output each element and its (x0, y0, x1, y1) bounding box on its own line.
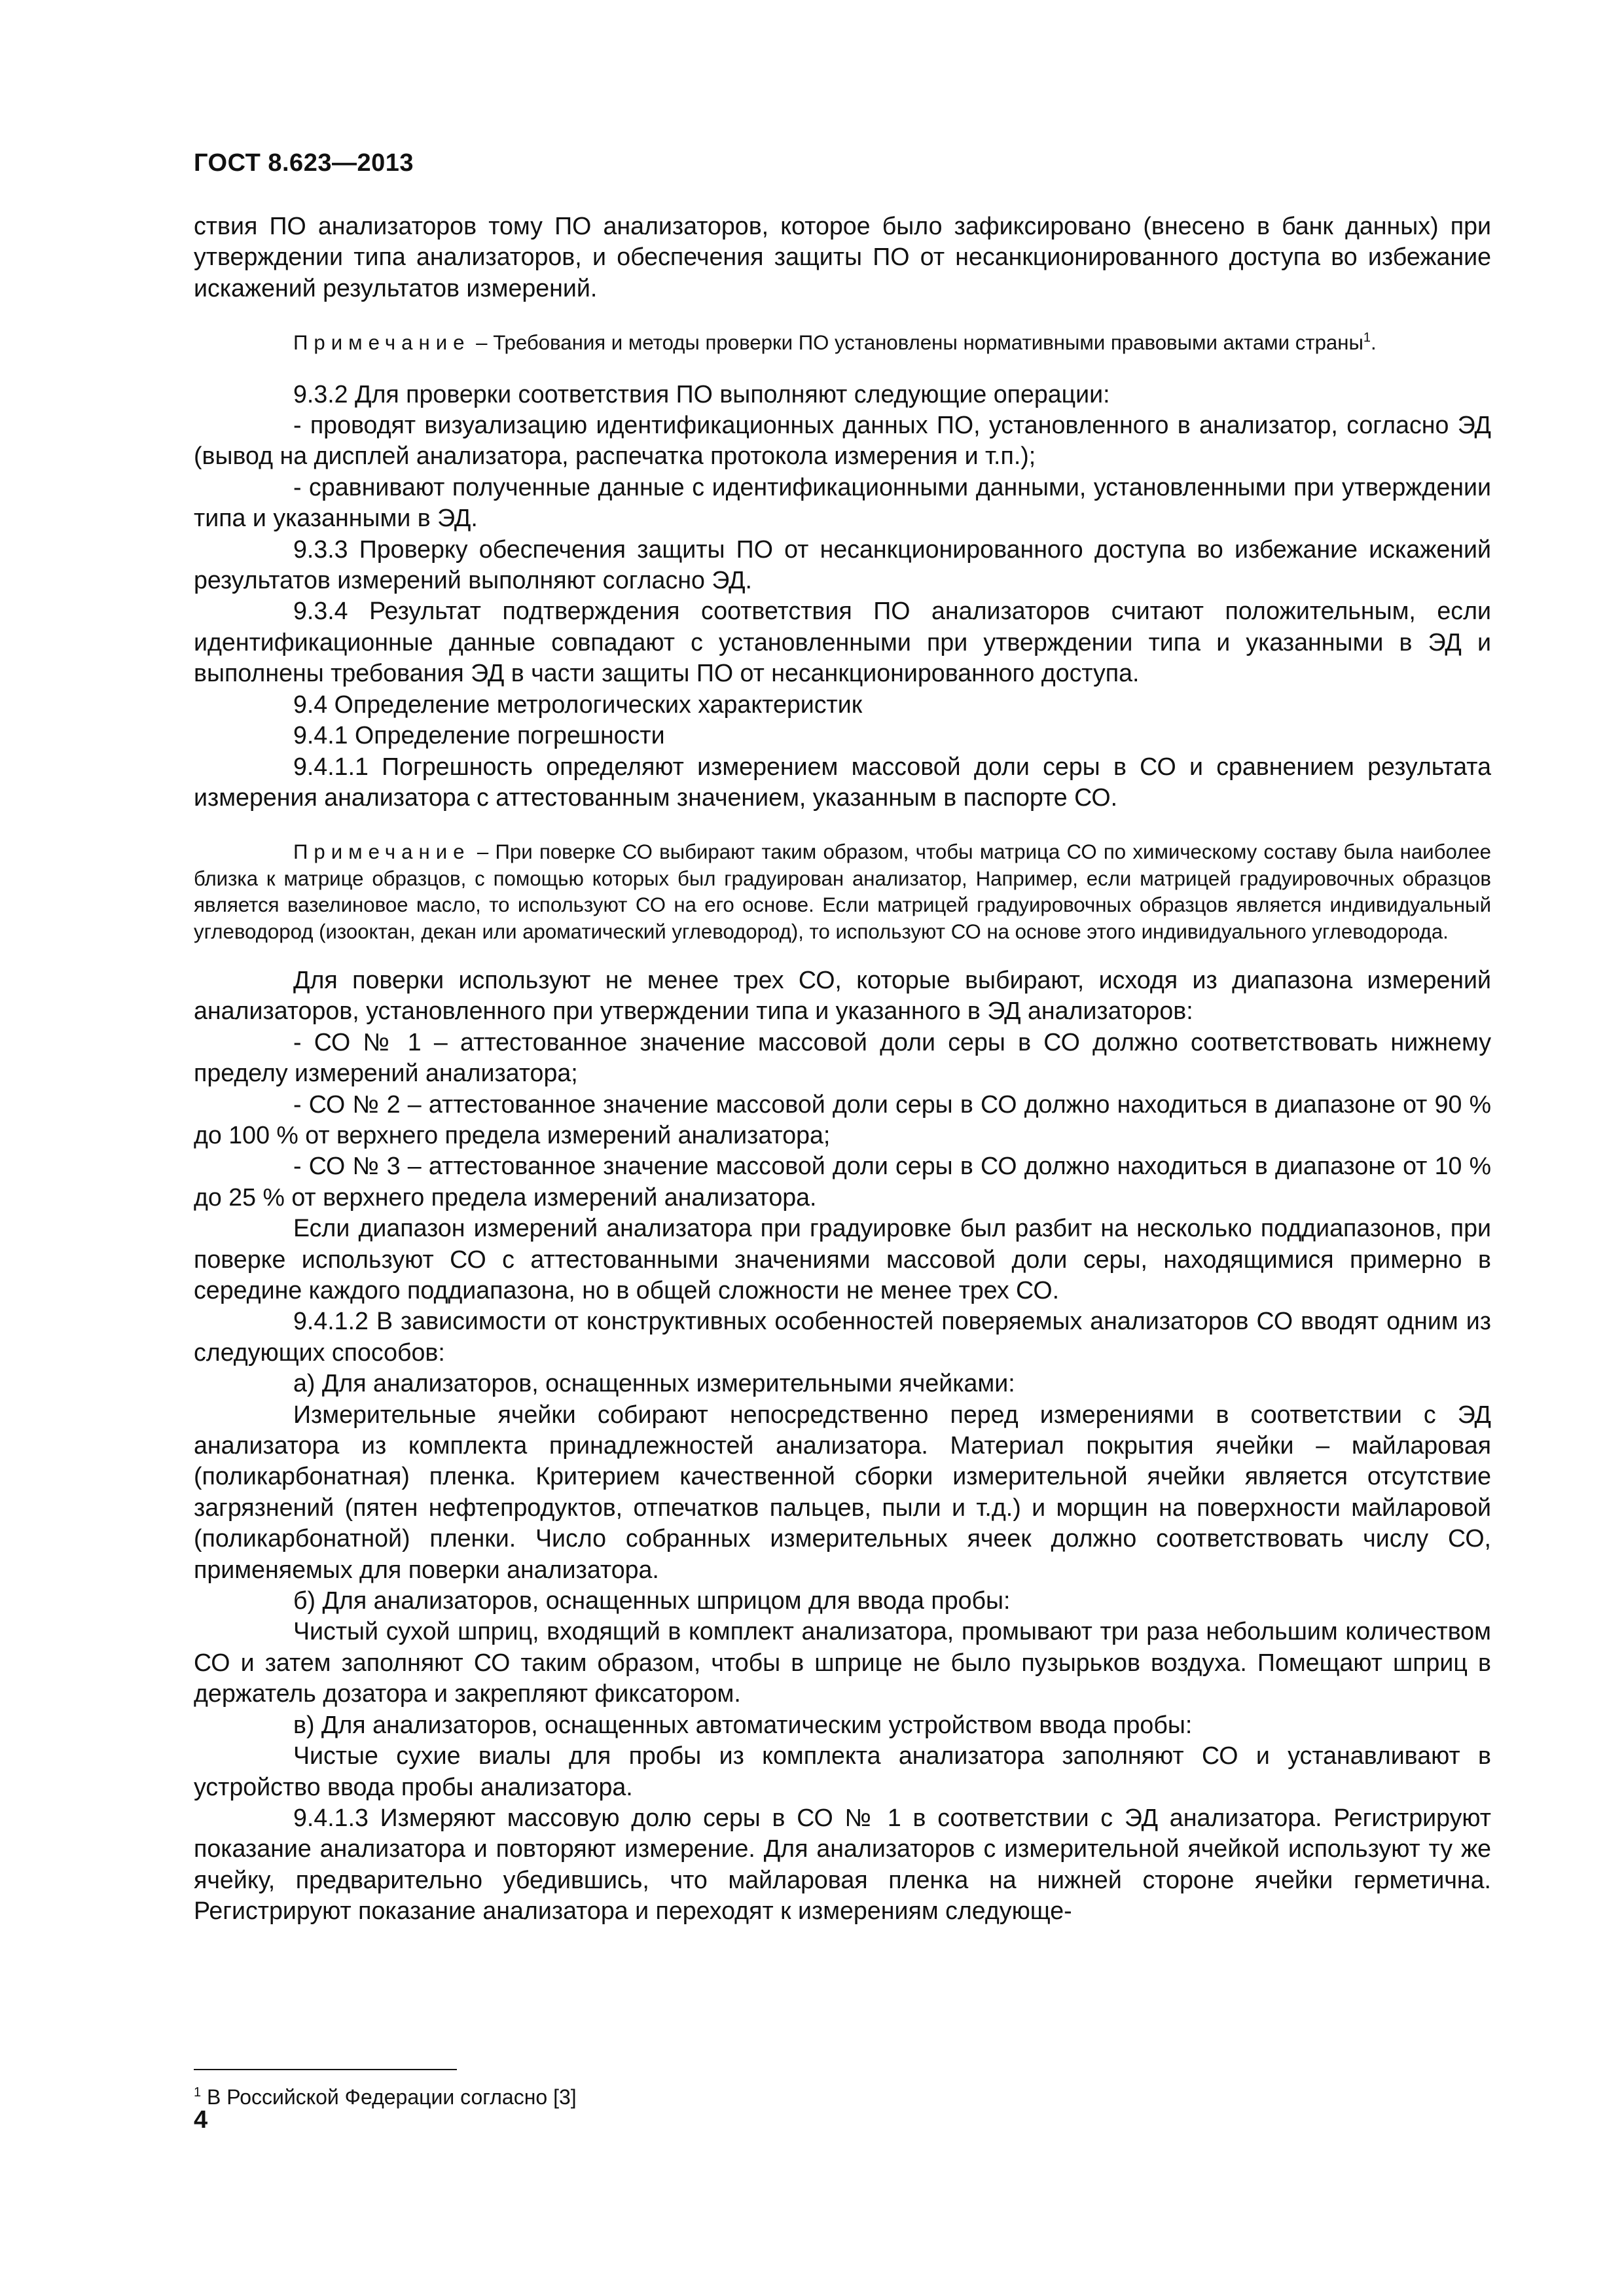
clause-9-4-1-3: 9.4.1.3 Измеряют массовую долю серы в СО № 1 в соответствии с ЭД анализатора. Регистрируют показание анализатора и повторяют измерение. Для анализаторов с измерительной ячейкой используют ту же ячейку, предварительно убедившись, что майларовая пленка на нижней стороне ячейки герметична. Регистрируют показание анализатора и переходят к измерениям следующе- (194, 1803, 1491, 1925)
clause-9-4-1-1: 9.4.1.1 Погрешность определяют измерением массовой доли серы в СО и сравнением результата измерения анализатора с аттестованным значением, указанным в паспорте СО. (194, 752, 1491, 811)
list-item: - сравнивают полученные данные с идентификационными данными, установленными при утверждении типа и указанными в ЭД. (194, 473, 1491, 532)
note-1 (194, 330, 1491, 356)
footnote-ref: 1 (1363, 331, 1371, 346)
clause-9-4-1: 9.4.1 Определение погрешности (293, 721, 665, 749)
note-end: . (1371, 331, 1377, 355)
list-item: - проводят визуализацию идентификационных данных ПО, установленного в анализатор, согласно ЭД (вывод на дисплей анализатора, распечатка протокола измерения и т.п.); (194, 411, 1491, 470)
note-text: – При поверке СО выбирают таким образом, чтобы матрица СО по химическому составу была наиболее близка к матрице образцов, с помощью которых был градуирован анализатор, Например, если матрицей градуировочных образцов является вазелиновое масло, то используют СО на его основе. Если матрицей градуировочных образцов является индивидуальный углеводород (изооктан, декан или ароматический углеводород), то используют СО на основе этого индивидуального углеводорода. (194, 840, 1491, 943)
clause-9-3-2: 9.3.2 Для проверки соответствия ПО выполняют следующие операции: (293, 380, 1110, 408)
item-a-text: Измерительные ячейки собирают непосредственно перед измерениями в соответствии с ЭД анализатора из комплекта принадлежностей анализатора. Материал покрытия ячейки – майларовая (поликарбонатная) пленка. Критерием качественной сборки измерительной ячейки является отсутствие загрязнений (пятен нефтепродуктов, отпечатков пальцев, пыли и т.д.) и морщин на поверхности майларовой (поликарбонатной) пленки. Число собранных измерительных ячеек должно соответствовать числу СО, применяемых для поверки анализатора. (194, 1400, 1491, 1583)
paragraph-verification: Для поверки используют не менее трех СО, которые выбирают, исходя из диапазона измерений анализаторов, установленного при утверждении типа и указанного в ЭД анализаторов: (194, 965, 1491, 1025)
item-a: а) Для анализаторов, оснащенных измерительными ячейками: (293, 1369, 1015, 1397)
list-item: - СО № 1 – аттестованное значение массовой доли серы в СО должно соответствовать нижнему пределу измерений анализатора; (194, 1028, 1491, 1087)
list-item: - СО № 3 – аттестованное значение массовой доли серы в СО должно находиться в диапазоне от 10 % до 25 % от верхнего предела измерений анализатора. (194, 1152, 1491, 1211)
clause-9-4: 9.4 Определение метрологических характеристик (293, 690, 863, 718)
paragraph-continuation: ствия ПО анализаторов тому ПО анализаторов, которое было зафиксировано (внесено в банк данных) при утверждении типа анализаторов, и обеспечения защиты ПО от несанкционированного доступа во избежание искажений результатов измерений. (194, 212, 1491, 302)
item-v: в) Для анализаторов, оснащенных автоматическим устройством ввода пробы: (293, 1710, 1193, 1738)
paragraph-range: Если диапазон измерений анализатора при градуировке был разбит на несколько поддиапазонов, при поверке используют СО с аттестованными значениями массовой доли серы, находящимися примерно в середине каждого поддиапазона, но в общей сложности не менее трех СО. (194, 1214, 1491, 1304)
clause-9-3-3: 9.3.3 Проверку обеспечения защиты ПО от несанкционированного доступа во избежание искажений результатов измерений выполняют согласно ЭД. (194, 535, 1491, 594)
note-label: Примечание (293, 331, 471, 355)
footnote-text: В Российской Федерации согласно [3] (201, 2085, 577, 2109)
document-header: ГОСТ 8.623—2013 (194, 149, 414, 177)
clause-9-4-1-2: 9.4.1.2 В зависимости от конструктивных особенностей поверяемых анализаторов СО вводят одним из следующих способов: (194, 1307, 1491, 1366)
note-text: – Требования и методы проверки ПО установлены нормативными правовыми актами страны (470, 331, 1363, 355)
list-item: - СО № 2 – аттестованное значение массовой доли серы в СО должно находиться в диапазоне от 90 % до 100 % от верхнего предела измерений анализатора; (194, 1090, 1491, 1149)
note-label: Примечание (293, 840, 471, 864)
note-2 (194, 839, 1491, 945)
clause-9-3-4: 9.3.4 Результат подтверждения соответствия ПО анализаторов считают положительным, если идентификационные данные совпадают с установленными при утверждении типа и указанными в ЭД и выполнены требования ЭД в части защиты ПО от несанкционированного доступа. (194, 597, 1491, 687)
page-number: 4 (194, 2106, 208, 2134)
item-v-text: Чистые сухие виалы для пробы из комплекта анализатора заполняют СО и устанавливают в устройство ввода пробы анализатора. (194, 1742, 1491, 1801)
footnote (194, 2079, 577, 2110)
footnote-divider (194, 2069, 457, 2070)
document-body (194, 211, 1491, 1927)
item-b: б) Для анализаторов, оснащенных шприцом для ввода пробы: (293, 1587, 1011, 1615)
item-b-text: Чистый сухой шприц, входящий в комплект анализатора, промывают три раза небольшим количеством СО и затем заполняют СО таким образом, чтобы в шприце не было пузырьков воздуха. Помещают шприц в держатель дозатора и закрепляют фиксатором. (194, 1617, 1491, 1708)
footnote-marker: 1 (194, 2085, 202, 2100)
